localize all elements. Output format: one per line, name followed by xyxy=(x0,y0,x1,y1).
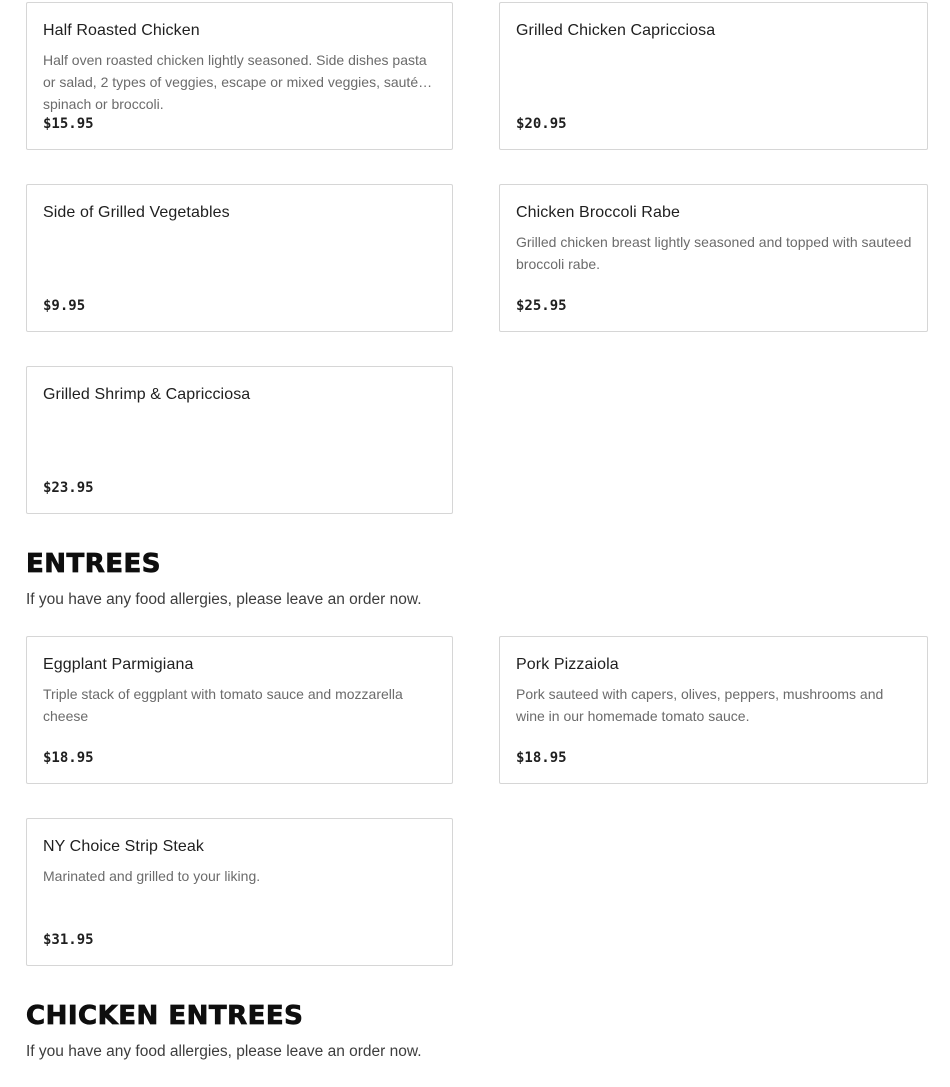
menu-item-name: Grilled Chicken Capricciosa xyxy=(516,22,716,39)
menu-item-name: Chicken Broccoli Rabe xyxy=(516,204,680,221)
menu-item-price: $31.95 xyxy=(43,932,94,948)
section-subtitle-chicken-entrees: If you have any food allergies, please leave an order now. xyxy=(26,1043,422,1060)
menu-item-card[interactable] xyxy=(26,636,453,784)
menu-item-name: Pork Pizzaiola xyxy=(516,656,619,673)
menu-item-description: Marinated and grilled to your liking. xyxy=(43,868,261,884)
menu-item-description: Half oven roasted chicken lightly seasoned. Side dishes pasta or salad, 2 types of veggies, escape or mixed veggies, sautéed spinach or broccoli. xyxy=(43,52,434,112)
menu-item-price: $15.95 xyxy=(43,116,94,132)
section-title-entrees: ENTREES xyxy=(26,549,162,579)
menu-item-price: $18.95 xyxy=(43,750,94,766)
menu-item-name: NY Choice Strip Steak xyxy=(43,838,204,855)
menu-item-description: Triple stack of eggplant with tomato sauce and mozzarella cheese xyxy=(43,686,403,724)
menu-item-card[interactable] xyxy=(26,366,453,514)
menu-item-card[interactable] xyxy=(26,184,453,332)
menu-item-card[interactable] xyxy=(26,2,453,150)
menu-item-price: $25.95 xyxy=(516,298,567,314)
menu-item-price: $23.95 xyxy=(43,480,94,496)
menu-item-name: Eggplant Parmigiana xyxy=(43,656,194,673)
menu-item-price: $20.95 xyxy=(516,116,567,132)
menu-item-name: Side of Grilled Vegetables xyxy=(43,204,230,221)
menu-item-name: Half Roasted Chicken xyxy=(43,22,200,39)
menu-item-card[interactable] xyxy=(499,184,928,332)
menu-item-name: Grilled Shrimp & Capricciosa xyxy=(43,386,251,403)
menu-item-description: Pork sauteed with capers, olives, peppers, mushrooms and wine in our homemade tomato sauce. xyxy=(516,686,884,724)
menu-item-description: Grilled chicken breast lightly seasoned and topped with sauteed broccoli rabe. xyxy=(516,234,912,272)
menu-item-price: $9.95 xyxy=(43,298,86,314)
menu-item-price: $18.95 xyxy=(516,750,567,766)
section-title-chicken-entrees: CHICKEN ENTREES xyxy=(26,1001,304,1031)
menu-item-card[interactable] xyxy=(499,636,928,784)
menu-item-card[interactable] xyxy=(26,818,453,966)
section-subtitle-entrees: If you have any food allergies, please leave an order now. xyxy=(26,591,422,608)
menu-item-card[interactable] xyxy=(499,2,928,150)
